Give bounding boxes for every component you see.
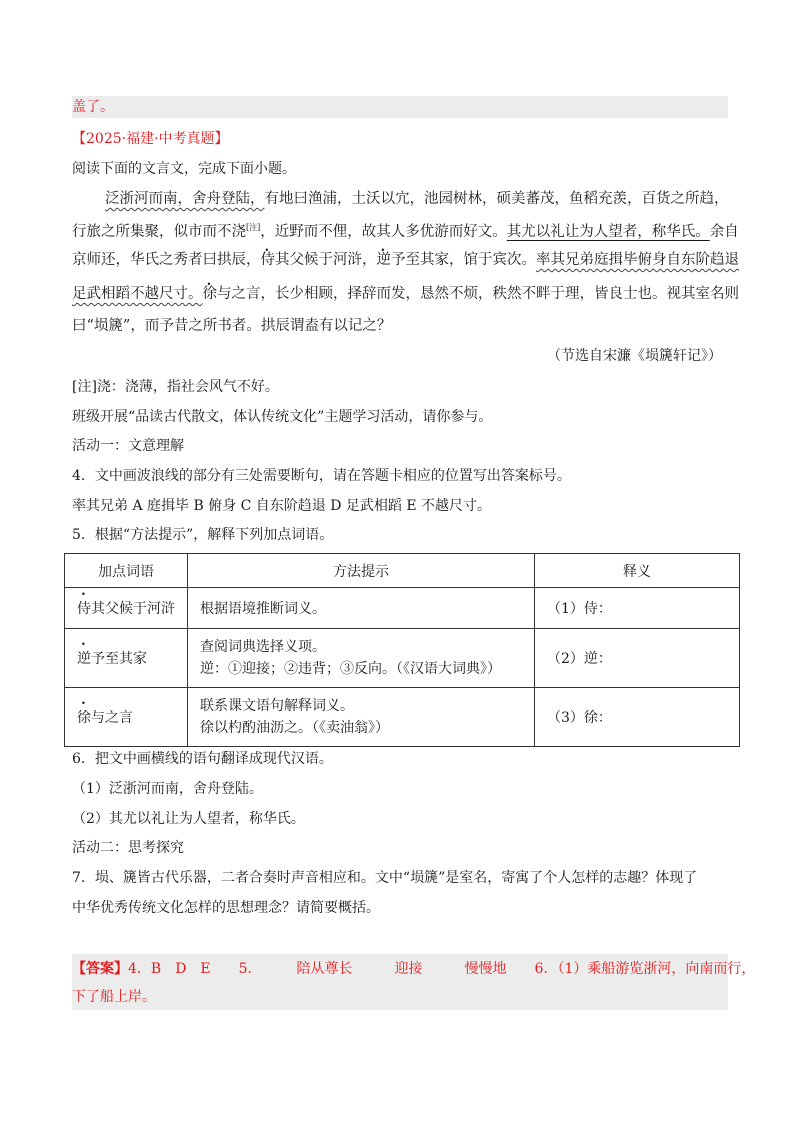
table-cell-word: [65, 688, 188, 747]
table-cell-answer: （2）逆：: [535, 629, 740, 688]
top-band-text: 盖了。: [72, 99, 114, 115]
passage-line-2: [72, 218, 739, 242]
instruction: 阅读下面的文言文，完成下面小题。: [72, 161, 296, 177]
answer-line-1: [72, 959, 755, 979]
table-cell-answer: （3）徐：: [535, 688, 740, 747]
passage-text: 予至其家，馆于宾次。: [391, 252, 536, 268]
question-4-options: 率其兄弟 A 庭揖毕 B 俯身 C 自东阶趋退 D 足武相蹈 E 不越尺寸。: [72, 498, 492, 514]
activity-2-heading: 活动二：思考探究: [72, 840, 184, 856]
question-7-line-1: 7．埙、篪皆古代乐器，二者合奏时声音相应和。文中“埙篪”是室名，寄寓了个人怎样的志趣？体现了: [72, 870, 698, 886]
dotted-word: 侍: [260, 252, 275, 268]
table-cell-hint: [188, 688, 535, 747]
footnote: [注]浇：浇薄，指社会风气不好。: [72, 379, 279, 395]
cell-text: 予至其家: [91, 651, 147, 667]
table-header: 加点词语: [65, 554, 188, 588]
cell-text: 其父候于河浒: [91, 601, 175, 617]
passage-line-4: [72, 284, 739, 304]
passage-text: 与之言，长少相顾，择辞而发，恳然不烦，秩然不畔于理，皆良士也。视其室名则: [217, 286, 739, 302]
table-header: 方法提示: [188, 554, 535, 588]
dotted-word: 侍: [77, 601, 91, 617]
table-cell-hint: [188, 629, 535, 688]
question-7-line-2: 中华优秀传统文化怎样的思想理念？请简要概括。: [72, 900, 380, 916]
passage-text: 有地曰渔浦，土沃以宂，池园树林，硕美蕃茂，鱼稻充羡，百货之所趋，: [264, 191, 729, 207]
table-header-row: [65, 554, 740, 588]
cell-text: 逆：①迎接；②违背；③反向。（《汉语大词典》）: [200, 661, 501, 677]
answer-label: 【答案】: [72, 961, 128, 977]
question-5: 5．根据“方法提示”，解释下列加点词语。: [72, 527, 334, 543]
wavy-underlined-phrase: 泛浙河而南，舍舟登陆，: [105, 191, 265, 207]
passage-line-3: [72, 250, 739, 270]
passage-text: 京师还，华氏之秀者曰拱辰，: [72, 252, 261, 268]
dotted-word: 徐: [77, 710, 91, 726]
cell-text: 徐以杓酌油沥之。（《卖油翁》）: [200, 720, 389, 736]
source-tag: 【2025·福建·中考真题】: [72, 131, 229, 147]
cell-text: 根据语境推断词义。: [200, 601, 326, 617]
cell-text: 与之言: [91, 710, 133, 726]
table-cell-word: [65, 629, 188, 688]
cell-text: 联系课文语句解释词义。: [200, 698, 354, 714]
table-cell-answer: （1）侍：: [535, 588, 740, 629]
table-row: [65, 688, 740, 747]
wavy-underlined-phrase: 足武相蹈不越尺寸。: [72, 286, 203, 302]
footnote-marker: [注]: [246, 223, 261, 232]
passage-text: ，近野而不俚，故其人多优游而好文。: [260, 223, 507, 240]
question-6: 6．把文中画横线的语句翻译成现代汉语。: [72, 751, 333, 767]
word-explanation-table: [64, 553, 740, 747]
table-cell-hint: [188, 588, 535, 629]
question-4: 4．文中画波浪线的部分有三处需要断句，请在答题卡相应的位置写出答案标号。: [72, 468, 571, 484]
passage-text: 余自: [709, 223, 739, 240]
top-answer-band: [72, 96, 728, 118]
answer-text: 4．B D E 5． 陪从尊长 迎接 慢慢地 6．（1）乘船游览浙河，向南而行，: [128, 961, 756, 977]
passage-line-5: 曰“埙篪”，而予昔之所书者。拱辰谓盍有以记之？: [72, 318, 392, 334]
question-6-item-1: （1）泛浙河而南，舍舟登陆。: [72, 781, 263, 797]
answer-line-2: 下了船上岸。: [72, 989, 156, 1005]
table-row: [65, 588, 740, 629]
activity-intro: 班级开展“品读古代散文，体认传统文化”主题学习活动，请你参与。: [72, 409, 493, 425]
underlined-sentence: 其尤以礼让为人望者，称华氏。: [506, 223, 710, 240]
cell-text: 查阅词典选择义项。: [200, 639, 326, 655]
dotted-word: 逆: [376, 252, 391, 268]
table-header: 释义: [535, 554, 740, 588]
passage-source: （节选自宋濂《埙篪轩记》）: [547, 348, 722, 364]
passage-text: 其父候于河浒，: [275, 252, 377, 268]
dotted-word: 逆: [77, 651, 91, 667]
table-cell-word: [65, 588, 188, 629]
table-row: [65, 629, 740, 688]
passage-line-1: [105, 189, 729, 209]
activity-1-heading: 活动一：文意理解: [72, 438, 184, 454]
wavy-underlined-phrase: 率其兄弟庭揖毕俯身自东阶趋退: [536, 252, 739, 268]
passage-text: 行旅之所集聚，似市而不浇: [72, 223, 246, 240]
dotted-word: 徐: [202, 286, 217, 302]
question-6-item-2: （2）其尤以礼让为人望者，称华氏。: [72, 811, 305, 827]
